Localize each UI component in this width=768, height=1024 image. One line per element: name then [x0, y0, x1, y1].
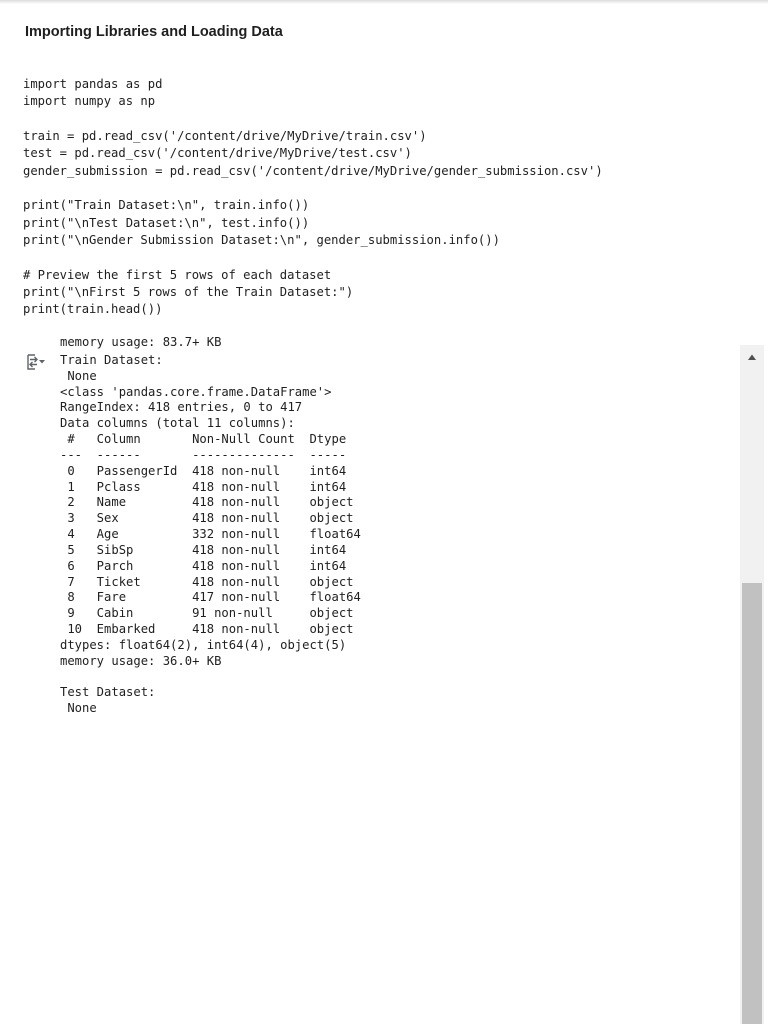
output-line: 0 PassengerId 418 non-null int64 [60, 463, 361, 478]
output-line [60, 670, 361, 686]
output-line: dtypes: float64(2), int64(4), object(5) [60, 637, 347, 652]
output-line: <class 'pandas.core.frame.DataFrame'> [60, 384, 332, 399]
code-line: test = pd.read_csv('/content/drive/MyDrive/test.csv') [23, 146, 412, 161]
output-line: 3 Sex 418 non-null object [60, 511, 361, 526]
output-collapse-icon[interactable] [25, 352, 47, 372]
output-line: RangeIndex: 418 entries, 0 to 417 [60, 400, 303, 415]
output-line: Train Dataset: [60, 353, 163, 367]
output-scroll-region[interactable] [60, 335, 730, 1024]
code-line: import numpy as np [23, 94, 156, 109]
code-line: import pandas as pd [23, 77, 163, 91]
output-line: # Column Non-Null Count Dtype [60, 432, 361, 447]
output-collapse-icon-graphic [26, 353, 46, 371]
output-line: 1 Pclass 418 non-null int64 [60, 479, 361, 494]
top-edge-shadow [0, 0, 768, 4]
output-line: 7 Ticket 418 non-null object [60, 574, 361, 589]
output-line: Test Dataset: [60, 685, 156, 700]
code-line: print("\nFirst 5 rows of the Train Dataset:") [23, 285, 354, 300]
output-line: 4 Age 332 non-null float64 [60, 527, 361, 542]
output-line: --- ------ -------------- ----- [60, 447, 361, 462]
scrollbar-thumb[interactable] [742, 583, 762, 1024]
code-line: print("\nTest Dataset:\n", test.info()) [23, 215, 310, 230]
scroll-up-arrow-graphic [747, 353, 757, 361]
clipped-output-line: memory usage: 83.7+ KB [60, 335, 222, 349]
code-line: # Preview the first 5 rows of each dataset [23, 267, 332, 282]
code-cell[interactable] [23, 76, 723, 319]
output-line: None [60, 368, 97, 383]
section-heading: Importing Libraries and Loading Data [25, 24, 283, 40]
code-line: print(train.head()) [23, 302, 163, 317]
code-line: print("\nGender Submission Dataset:\n", gender_submission.info()) [23, 233, 500, 248]
code-line: print("Train Dataset:\n", train.info()) [23, 198, 310, 213]
code-line [23, 111, 723, 128]
output-line: 8 Fare 417 non-null float64 [60, 590, 361, 605]
output-line: 2 Name 418 non-null object [60, 495, 361, 510]
code-line: gender_submission = pd.read_csv('/content/drive/MyDrive/gender_submission.csv') [23, 163, 603, 178]
output-line: 9 Cabin 91 non-null object [60, 606, 361, 621]
output-line: memory usage: 36.0+ KB [60, 653, 222, 668]
code-line [23, 249, 723, 266]
output-area [0, 335, 768, 1024]
output-line: 5 SibSp 418 non-null int64 [60, 542, 361, 557]
code-line: train = pd.read_csv('/content/drive/MyDrive/train.csv') [23, 129, 427, 144]
output-line: None [60, 701, 97, 716]
output-line: 10 Embarked 418 non-null object [60, 622, 361, 637]
output-line: Data columns (total 11 columns): [60, 416, 295, 431]
code-line [23, 180, 723, 197]
output-scrollbar[interactable] [740, 345, 764, 1024]
output-line: 6 Parch 418 non-null int64 [60, 558, 361, 573]
output-text [60, 353, 361, 717]
scroll-up-arrow-icon[interactable] [740, 345, 764, 369]
